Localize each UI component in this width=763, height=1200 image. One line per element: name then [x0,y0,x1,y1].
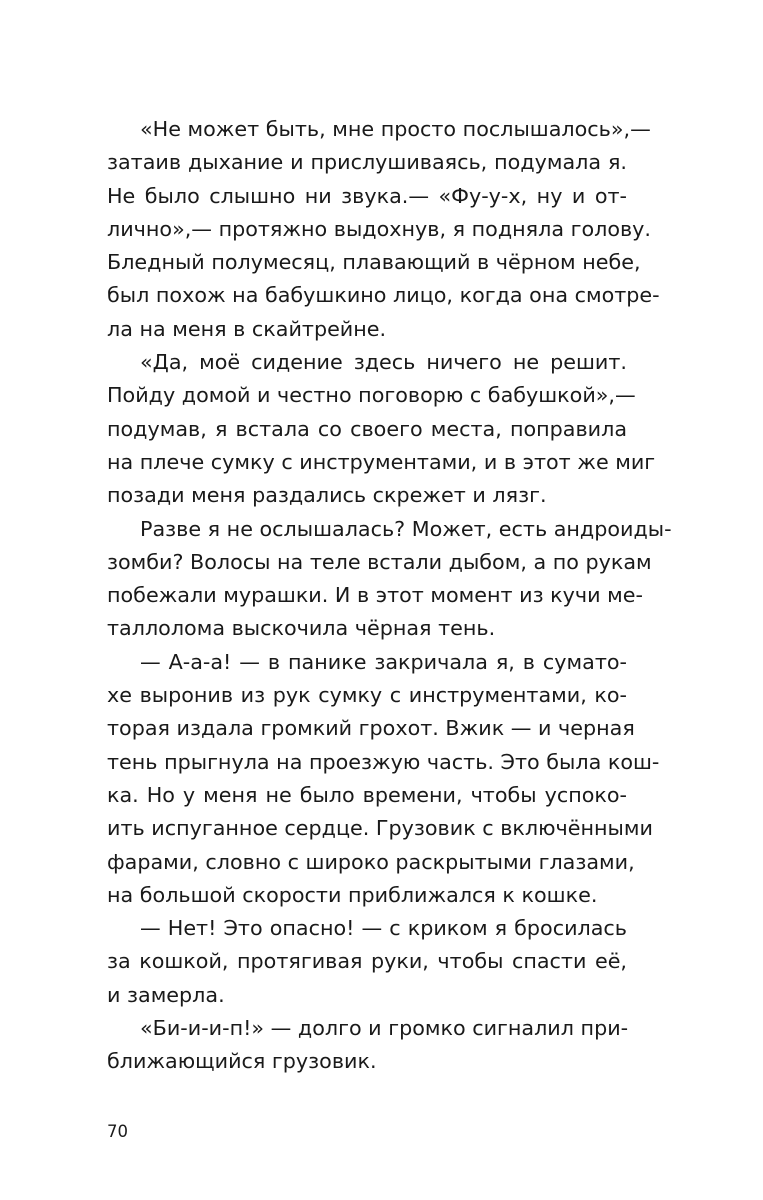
text-line: Не было слышно ни звука.— «Фу-у-х, ну и от- [107,183,627,208]
text-line: «Да, моё сидение здесь ничего не решит. [140,350,627,375]
text-line: ить испуганное сердце. Грузовик с включёнными [107,816,653,841]
text-line: хе выронив из рук сумку с инструментами, ко- [107,683,627,708]
paragraph [107,513,672,646]
paragraph [107,1012,627,1079]
text-line: на большой скорости приближался к кошке. [107,882,598,907]
text-line: ближающийся грузовик. [107,1049,377,1074]
paragraph [107,646,660,912]
page-number: 70 [107,1122,128,1141]
text-line: Разве я не ослышалась? Может, есть андроиды- [140,516,672,541]
text-line: фарами, словно с широко раскрытыми глазами, [107,849,635,874]
paragraph [107,912,627,1012]
text-line: таллолома выскочила чёрная тень. [107,616,496,641]
text-line: Пойду домой и честно поговорю с бабушкой»,— [107,383,636,408]
text-line: и замерла. [107,982,225,1007]
text-line: позади меня раздались скрежет и лязг. [107,483,547,508]
text-line: на плече сумку с инструментами, и в этот же миг [107,449,656,474]
text-line: «Не может быть, мне просто послышалось»,— [140,117,651,141]
text-line: — А-а-а! — в панике закричала я, в сумато- [140,649,627,674]
text-line: — Нет! Это опасно! — с криком я бросилась [140,916,627,941]
text-line: ка. Но у меня не было времени, чтобы успоко- [107,782,627,807]
text-line: подумав, я встала со своего места, поправила [107,416,627,441]
text-line: торая издала громкий грохот. Вжик — и черная [107,716,635,741]
body-text [107,113,672,1079]
text-line: затаив дыхание и прислушиваясь, подумала я. [107,150,627,175]
text-line: ла на меня в скайтрейне. [107,316,387,341]
text-line: побежали мурашки. И в этот момент из кучи ме- [107,583,643,608]
text-line: «Би-и-и-п!» — долго и громко сигналил при- [140,1016,629,1041]
text-line: лично»,— протяжно выдохнув, я подняла голову. [107,216,651,241]
paragraph [107,113,660,346]
text-line: тень прыгнула на проезжую часть. Это была кош- [107,749,660,774]
text-line: Бледный полумесяц, плавающий в чёрном небе, [107,250,641,275]
text-line: зомби? Волосы на теле встали дыбом, а по рукам [107,549,652,574]
text-line: был похож на бабушкино лицо, когда она смотре- [107,283,660,308]
paragraph [107,346,656,512]
text-line: за кошкой, протягивая руки, чтобы спасти её, [107,949,627,974]
